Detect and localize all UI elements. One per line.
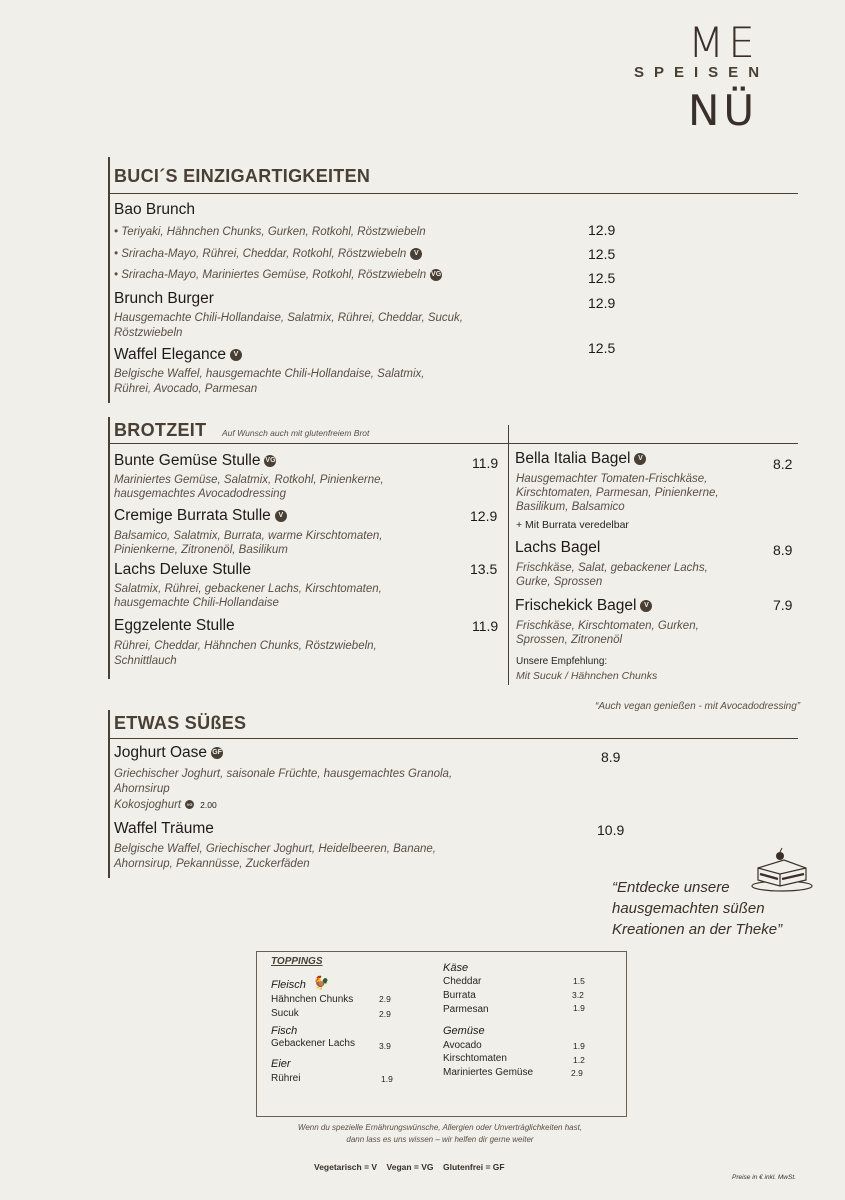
bella-italia-desc-1: Hausgemachter Tomaten-Frischkäse, [516,473,708,485]
topping-group-kaese: Käse [443,962,469,974]
quote-line-3: Kreationen an der Theke” [612,921,783,938]
item-eggzelente-stulle: Eggzelente Stulle [114,617,235,634]
topping-price: 3.9 [379,1041,391,1051]
section-title-buci: BUCI´S EINZIGARTIGKEITEN [114,166,371,186]
bunte-gemuese-desc-1: Mariniertes Gemüse, Salatmix, Rotkohl, Pinienkerne, [114,474,384,486]
divider-horizontal [108,738,798,739]
bella-italia-extra: + Mit Burrata veredelbar [516,519,629,531]
allergy-note-1: Wenn du spezielle Ernährungswünsche, Allergien oder Unverträglichkeiten hast, [297,1123,583,1132]
cremige-burrata-desc-2: Pinienkerne, Zitronenöl, Basilikum [114,544,288,556]
vegan-badge: VG [430,269,442,281]
eggzelente-price: 11.9 [472,618,499,634]
topping-item: Mariniertes Gemüse [443,1067,534,1078]
waffel-elegance-desc-1: Belgische Waffel, hausgemachte Chili-Hollandaise, Salatmix, [114,368,425,380]
item-waffel-elegance: Waffel Elegance V [114,346,242,364]
kokosjoghurt-option: Kokosjoghurt VG 2.00 [114,799,217,811]
topping-item: Cheddar [443,976,482,987]
topping-price: 3.2 [572,990,584,1000]
item-bunte-gemuese-stulle: Bunte Gemüse Stulle VG [114,452,276,469]
cremige-burrata-price: 12.9 [470,508,498,524]
bao-line-1: • Teriyaki, Hähnchen Chunks, Gurken, Rotkohl, Röstzwiebeln [114,226,426,238]
item-joghurt-oase: Joghurt Oase GF [114,744,222,761]
vegetarian-badge: V [410,248,422,260]
brunch-burger-desc-1: Hausgemachte Chili-Hollandaise, Salatmix, Rührei, Cheddar, Sucuk, [114,312,464,324]
joghurt-oase-price: 8.9 [601,749,621,765]
topping-group-fleisch: Fleisch [271,979,306,991]
bao-price-2: 12.5 [588,246,616,262]
frischekick-desc-1: Frischkäse, Kirschtomaten, Gurken, [516,620,699,632]
item-lachs-bagel: Lachs Bagel [515,539,601,556]
gluten-free-badge: GF [211,747,223,759]
section-title-brotzeit: BROTZEIT [114,420,207,440]
brunch-burger-price: 12.9 [588,295,616,311]
lachs-deluxe-price: 13.5 [470,561,498,577]
waffel-elegance-price: 12.5 [588,340,616,356]
vegetarian-badge: V [230,349,242,361]
topping-item: Sucuk [271,1008,299,1019]
waffel-traeume-desc-1: Belgische Waffel, Griechischer Joghurt, Heidelbeeren, Banane, [114,843,436,855]
brotzeit-note: Auf Wunsch auch mit glutenfreiem Brot [222,428,370,438]
logo-me: ME [688,18,759,67]
item-bao-brunch: Bao Brunch [114,201,195,218]
waffel-traeume-price: 10.9 [597,822,625,838]
topping-group-gemuese: Gemüse [443,1025,485,1037]
item-frischekick-bagel: Frischekick Bagel V [515,597,652,615]
item-brunch-burger: Brunch Burger [114,290,214,307]
quote-line-2: hausgemachten süßen [612,900,765,917]
topping-item: Gebackener Lachs [271,1038,355,1049]
topping-item: Parmesan [443,1004,489,1015]
topping-price: 1.9 [381,1074,393,1084]
topping-price: 1.9 [573,1041,585,1051]
topping-price: 2.9 [379,994,391,1004]
lachs-deluxe-desc-1: Salatmix, Rührei, gebackener Lachs, Kirschtomaten, [114,583,382,595]
bao-line-3: • Sriracha-Mayo, Mariniertes Gemüse, Rotkohl, Röstzwiebeln VG [114,269,442,281]
item-lachs-deluxe-stulle: Lachs Deluxe Stulle [114,561,251,578]
topping-price: 1.5 [573,976,585,986]
topping-price: 1.9 [573,1003,585,1013]
bella-italia-desc-3: Basilikum, Balsamico [516,501,625,513]
allergy-note-2: dann lass es uns wissen – wir helfen dir gerne weiter [346,1135,534,1144]
menu-logo [630,18,820,138]
frischekick-desc-2: Sprossen, Zitronenöl [516,634,623,646]
topping-item: Burrata [443,990,476,1001]
topping-price: 1.2 [573,1055,585,1065]
bunte-gemuese-desc-2: hausgemachtes Avocadodressing [114,488,286,500]
chicken-icon: 🐓 [313,975,330,990]
empfehlung-text: Mit Sucuk / Hähnchen Chunks [516,670,658,682]
item-bella-italia-bagel: Bella Italia Bagel V [515,450,646,468]
joghurt-oase-desc-1: Griechischer Joghurt, saisonale Früchte, hausgemachtes Granola, [114,768,453,780]
vegetarian-badge: V [634,453,646,465]
waffel-traeume-desc-2: Ahornsirup, Pekannüsse, Zuckerfäden [114,858,310,870]
vegetarian-badge: V [640,600,652,612]
vegetarian-badge: V [275,510,287,522]
bella-italia-price: 8.2 [773,456,793,472]
lachs-bagel-price: 8.9 [773,542,793,558]
divider-vertical [108,417,110,679]
waffel-elegance-desc-2: Rührei, Avocado, Parmesan [114,383,258,395]
logo-speisen: SPEISEN [634,64,770,81]
item-waffel-traeume: Waffel Träume [114,820,214,837]
cremige-burrata-desc-1: Balsamico, Salatmix, Burrata, warme Kirschtomaten, [114,530,383,542]
toppings-title: TOPPINGS [271,956,323,967]
eggzelente-desc-2: Schnittlauch [114,655,177,667]
empfehlung-label: Unsere Empfehlung: [516,656,608,667]
vegan-note: “Auch vegan genießen - mit Avocadodressing” [595,701,801,712]
diet-legend: Vegetarisch = V Vegan = VG Glutenfrei = GF [314,1162,505,1172]
topping-item: Rührei [271,1073,301,1084]
brunch-burger-desc-2: Röstzwiebeln [114,327,183,339]
frischekick-price: 7.9 [773,597,793,613]
topping-group-fisch: Fisch [271,1025,298,1037]
quote-line-1: “Entdecke unsere [612,879,730,896]
topping-item: Hähnchen Chunks [271,994,354,1005]
divider-horizontal [108,443,798,444]
topping-price: 2.9 [571,1068,583,1078]
logo-nue: NÜ [688,86,759,135]
divider-vertical [108,710,110,878]
bao-line-2: • Sriracha-Mayo, Rührei, Cheddar, Rotkohl, Röstzwiebeln V [114,247,422,262]
topping-group-eier: Eier [271,1058,291,1070]
lachs-bagel-desc-1: Frischkäse, Salat, gebackener Lachs, [516,562,708,574]
topping-item: Kirschtomaten [443,1053,507,1064]
sweets-quote [612,877,782,940]
divider-column [508,425,509,685]
item-cremige-burrata-stulle: Cremige Burrata Stulle V [114,507,287,525]
lachs-deluxe-desc-2: hausgemachte Chili-Hollandaise [114,597,279,609]
topping-price: 2.9 [379,1009,391,1019]
vegan-badge: VG [264,455,276,467]
toppings-box [256,951,627,1117]
bao-price-3: 12.5 [588,270,616,286]
joghurt-oase-desc-2: Ahornsirup [114,783,170,795]
topping-item: Avocado [443,1040,482,1051]
bunte-gemuese-price: 11.9 [472,455,499,471]
bella-italia-desc-2: Kirschtomaten, Parmesan, Pinienkerne, [516,487,719,499]
divider-horizontal [108,193,798,194]
vegan-badge: VG [186,802,193,808]
bao-price-1: 12.9 [588,222,616,238]
section-title-suess: ETWAS SÜßES [114,713,247,733]
eggzelente-desc-1: Rührei, Cheddar, Hähnchen Chunks, Röstzwiebeln, [114,640,377,652]
lachs-bagel-desc-2: Gurke, Sprossen [516,576,603,588]
price-note: Preise in € inkl. MwSt. [732,1174,796,1181]
